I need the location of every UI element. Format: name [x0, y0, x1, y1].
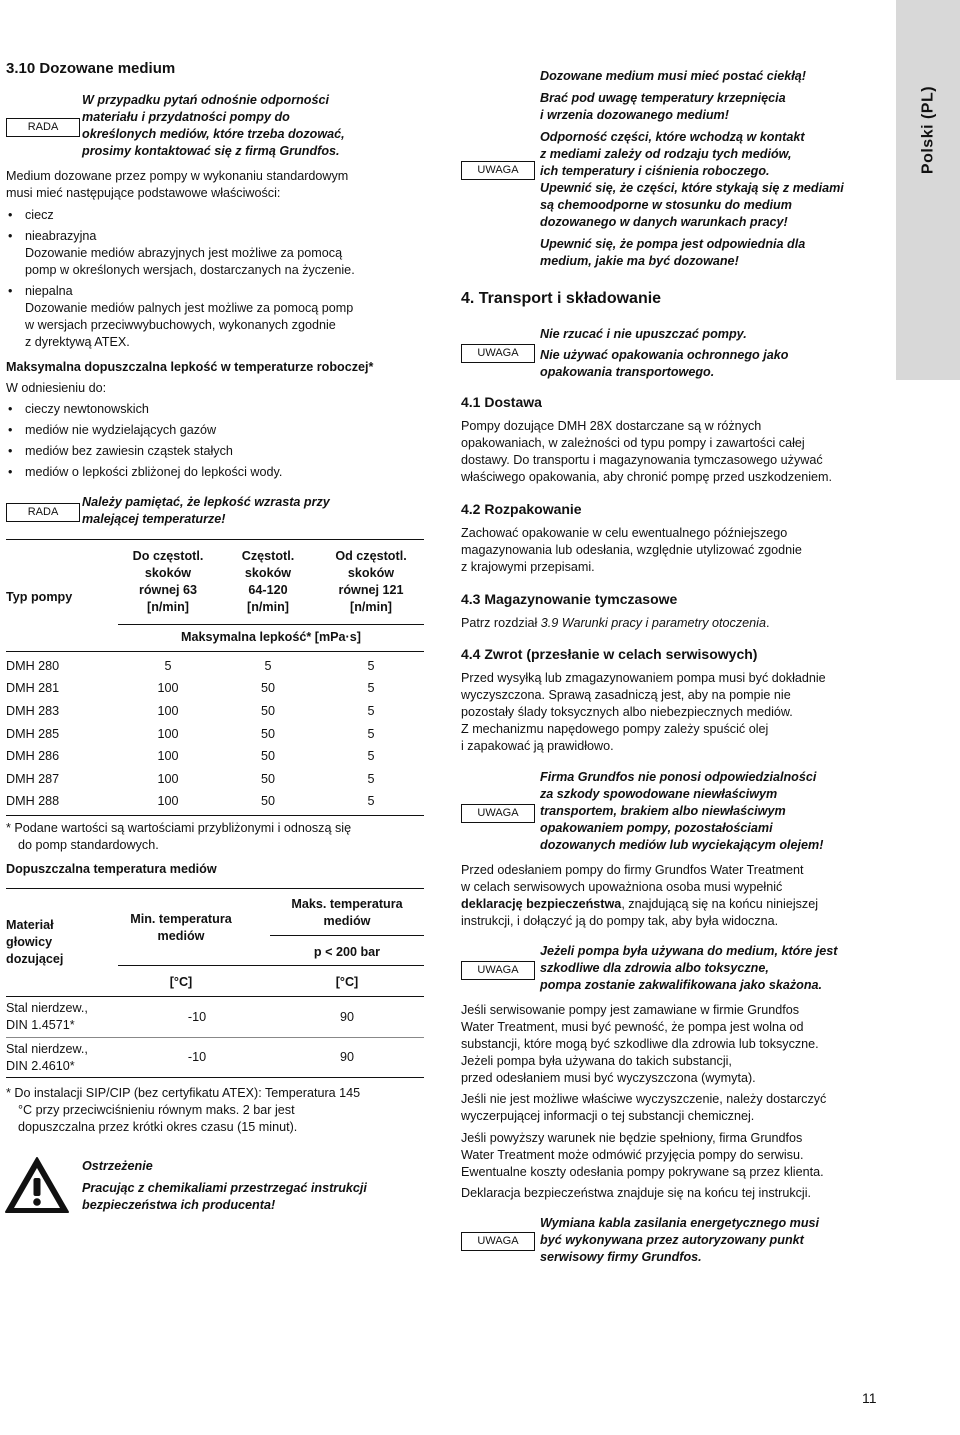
viscosity-cell: 5 [367, 794, 375, 809]
section-title-3-10: 3.10 Dozowane medium [6, 60, 176, 77]
caution-label-uwaga: UWAGA [461, 161, 535, 180]
viscosity-cell: 100 [157, 794, 179, 809]
note-line: określonych mediów, które trzeba dozować, [82, 127, 345, 141]
viscosity-cell: 5 [367, 749, 375, 764]
viscosity-cell: 100 [157, 771, 179, 786]
caution-text: Dozowane medium musi mieć postać ciekłą! Brać pod uwagę temperatury krzepnięcia i wrzenia dozowanego medium! Odporność części, które wchodzą w kontakt z mediami zależy od rodzaju tych mediów, ich temperatury i ciśnienia roboczego. Upewnić się, że części, które stykają się z mediami są chemoodporne w stosunku do medium dozowanego w danych warunkach pracy! Upewnić się, że pompa jest odpowiednia dla medium, jakie ma być dozowane! [540, 69, 844, 268]
list-item: • ciecz [6, 207, 426, 224]
section-title-4-2: 4.2 Rozpakowanie [461, 501, 582, 517]
viscosity-cell: 5 [367, 681, 375, 696]
note-label-rada: RADA [6, 503, 80, 522]
section-text-4-3: Patrz rozdział 3.9 Warunki pracy i parametry otoczenia. [461, 616, 770, 630]
caution-text: Firma Grundfos nie ponosi odpowiedzialności za szkody spowodowane niewłaściwym transportem, brakiem albo niewłaściwym opakowaniem pompy, pozostałościami dozowanych mediów lub wyciekającym olejem! [540, 770, 824, 852]
viscosity-cell: 5 [367, 771, 375, 786]
note-text: Należy pamiętać, że lepkość wzrasta przy malejącej temperaturze! [82, 495, 330, 526]
viscosity-cell: 5 [367, 658, 375, 673]
viscosity-cell: 5 [367, 726, 375, 741]
list-item: • mediów nie wydzielających gazów [6, 422, 426, 439]
section-text-4-1: Pompy dozujące DMH 28X dostarczane są w różnych opakowaniach, w zależności od typu pompy i zawartości całej dostawy. Do transportu i magazynowania tymczasowego używać właściwego opakowania, aby chronić pompę przed uszkodzeniem. [461, 419, 833, 484]
section-title-4: 4. Transport i składowanie [461, 290, 662, 307]
table-header-freq-low: Do częstotl. skoków równej 63 [n/min] [132, 549, 204, 614]
temperature-heading: Dopuszczalna temperatura mediów [6, 862, 217, 876]
caution-text: Wymiana kabla zasilania energetycznego musi być wykonywana przez autoryzowany punkt serwisowy firmy Grundfos. [540, 1216, 820, 1264]
page-number: 11 [862, 1390, 877, 1406]
temp-header-max: Maks. temperatura mediów [291, 897, 403, 928]
note-label-rada: RADA [6, 118, 80, 137]
section-title-4-1: 4.1 Dostawa [461, 394, 542, 410]
table-row [6, 700, 424, 723]
paragraph: Jeśli powyższy warunek nie będzie spełniony, firma Grundfos Water Treatment może odmówić przyjęcia pompy do serwisu. Ewentualne koszty odesłania pompy pokrywane są przez klienta. [461, 1131, 824, 1179]
section-text-4-4: Przed wysyłką lub zmagazynowaniem pompa musi być dokładnie wyczyszczona. Sprawą zasadniczą jest, aby na pompie nie pozostały ślady toksycznych albo niebezpiecznych mediów. Z mechanizmu napędowego pompy zależy spuścić olej i zapakować ją prawidłowo. [461, 671, 826, 753]
properties-list [6, 207, 426, 351]
table-row [6, 791, 424, 814]
viscosity-table-body [6, 655, 424, 813]
temp-unit-max: [°C] [335, 975, 359, 989]
language-tab [896, 0, 960, 380]
viscosity-cell: 100 [157, 681, 179, 696]
list-item: • niepalna Dozowanie mediów palnych jest możliwe za pomocą pomp w wersjach przeciwwybuchowych, wykonanych zgodnie z dyrektywą ATEX. [6, 283, 426, 351]
pump-type-cell: DMH 281 [6, 681, 60, 696]
table-row [6, 655, 424, 678]
temp-header-pressure: p < 200 bar [313, 945, 381, 959]
table-row [6, 678, 424, 701]
temp-header-min: Min. temperatura mediów [130, 912, 232, 943]
note-line: W przypadku pytań odnośnie odporności [82, 93, 329, 107]
chapter-reference[interactable]: 3.9 Warunki pracy i parametry otoczenia [540, 616, 766, 630]
viscosity-cell: 50 [260, 749, 275, 764]
list-item: • mediów o lepkości zbliżonej do lepkości wody. [6, 464, 426, 481]
temp-row-material: Stal nierdzew., DIN 1.4571* [6, 1001, 88, 1032]
caution-label-uwaga: UWAGA [461, 1232, 535, 1251]
pump-type-cell: DMH 288 [6, 794, 60, 809]
list-item: • nieabrazyjna Dozowanie mediów abrazyjnych jest możliwe za pomocą pomp w określonych wersjach, dostarczanych na życzenie. [6, 228, 426, 279]
pump-type-cell: DMH 285 [6, 726, 60, 741]
viscosity-cell: 50 [260, 794, 275, 809]
viscosity-cell: 100 [157, 703, 179, 718]
paragraph: Jeśli serwisowanie pompy jest zamawiane w firmie Grundfos Water Treatment, musi być pewność, że pompa jest wolna od substancji, które mogą być szkodliwe dla zdrowia lub toksyczne. Jeżeli pompa była używana do takich substancji, przed odesłaniem musi być wyczyszczona (wymyta). [461, 1003, 819, 1085]
table-header-freq-mid: Częstotl. skoków 64-120 [n/min] [241, 549, 295, 614]
reference-intro: W odniesieniu do: [6, 381, 107, 395]
table-row [6, 745, 424, 768]
temp-row-min: -10 [187, 1010, 207, 1024]
viscosity-cell: 5 [164, 658, 172, 673]
viscosity-cell: 50 [260, 726, 275, 741]
temp-row-material: Stal nierdzew., DIN 2.4610* [6, 1042, 88, 1073]
caution-label-uwaga: UWAGA [461, 961, 535, 980]
language-label: Polski (PL) [919, 85, 937, 175]
warning-title: Ostrzeżenie [82, 1159, 153, 1173]
viscosity-cell: 100 [157, 726, 179, 741]
viscosity-cell: 50 [260, 703, 275, 718]
section-title-4-3: 4.3 Magazynowanie tymczasowe [461, 591, 678, 607]
pump-type-cell: DMH 287 [6, 771, 60, 786]
viscosity-heading: Maksymalna dopuszczalna lepkość w temperaturze roboczej* [6, 360, 374, 374]
viscosity-cell: 5 [264, 658, 272, 673]
warning-text: Pracując z chemikaliami przestrzegać instrukcji bezpieczeństwa ich producenta! [82, 1181, 367, 1212]
warning-icon [4, 1156, 70, 1219]
note-text [82, 92, 345, 160]
list-item: • cieczy newtonowskich [6, 401, 426, 418]
temp-row-min: -10 [187, 1050, 207, 1064]
return-paragraph: Przed odesłaniem pompy do firmy Grundfos Water Treatment w celach serwisowych upoważniona osoba musi wypełnić deklarację bezpieczeństwa, znajdującą się na końcu niniejszej instrukcji, i dołączyć ją do pompy tak, aby była widoczna. [461, 863, 819, 928]
viscosity-footnote: * Podane wartości są wartościami przybliżonymi i odnoszą się do pomp standardowych. [6, 821, 352, 852]
paragraph: Deklaracja bezpieczeństwa znajduje się na końcu tej instrukcji. [461, 1186, 812, 1200]
pump-type-cell: DMH 280 [6, 658, 60, 673]
table-row [6, 768, 424, 791]
temperature-footnote: * Do instalacji SIP/CIP (bez certyfikatu ATEX): Temperatura 145 °C przy przeciwciśnieniu równym maks. 2 bar jest dopuszczalna przez krótki okres czasu (15 minut). [6, 1086, 361, 1134]
list-item: • mediów bez zawiesin cząstek stałych [6, 443, 426, 460]
pump-type-cell: DMH 283 [6, 703, 60, 718]
reference-list [6, 401, 426, 481]
viscosity-cell: 50 [260, 771, 275, 786]
viscosity-cell: 100 [157, 749, 179, 764]
caution-text: Jeżeli pompa była używana do medium, które jest szkodliwe dla zdrowia albo toksyczne, pompa zostanie zakwalifikowana jako skażona. [540, 944, 838, 992]
section-text-4-2: Zachować opakowanie w celu ewentualnego późniejszego magazynowania lub odesłania, względnie utylizować zgodnie z krajowymi przepisami. [461, 526, 802, 574]
temp-row-max: 90 [339, 1010, 354, 1024]
caution-label-uwaga: UWAGA [461, 344, 535, 363]
note-line: materiału i przydatności pompy do [82, 110, 290, 124]
pump-type-cell: DMH 286 [6, 749, 60, 764]
intro-paragraph: Medium dozowane przez pompy w wykonaniu standardowym musi mieć następujące podstawowe właściwości: [6, 169, 349, 200]
table-header-freq-high: Od częstotl. skoków równej 121 [n/min] [335, 549, 407, 614]
section-title-4-4: 4.4 Zwrot (przesłanie w celach serwisowych) [461, 646, 758, 662]
viscosity-cell: 5 [367, 703, 375, 718]
table-header-pump-type: Typ pompy [6, 590, 73, 604]
caution-text: Nie rzucać i nie upuszczać pompy. Nie używać opakowania ochronnego jako opakowania transportowego. [540, 327, 789, 379]
table-row [6, 723, 424, 746]
temp-header-material: Materiał głowicy dozującej [6, 918, 64, 966]
temp-unit-min: [°C] [169, 975, 193, 989]
caution-label-uwaga: UWAGA [461, 804, 535, 823]
temp-row-max: 90 [339, 1050, 354, 1064]
table-unit-row: Maksymalna lepkość* [mPa·s] [181, 630, 361, 644]
note-line: prosimy kontaktować się z firmą Grundfos. [82, 144, 340, 158]
viscosity-cell: 50 [260, 681, 275, 696]
paragraph: Jeśli nie jest możliwe właściwe wyczyszczenie, należy dostarczyć wyczerpującej informacji o tej substancji chemicznej. [461, 1092, 827, 1123]
